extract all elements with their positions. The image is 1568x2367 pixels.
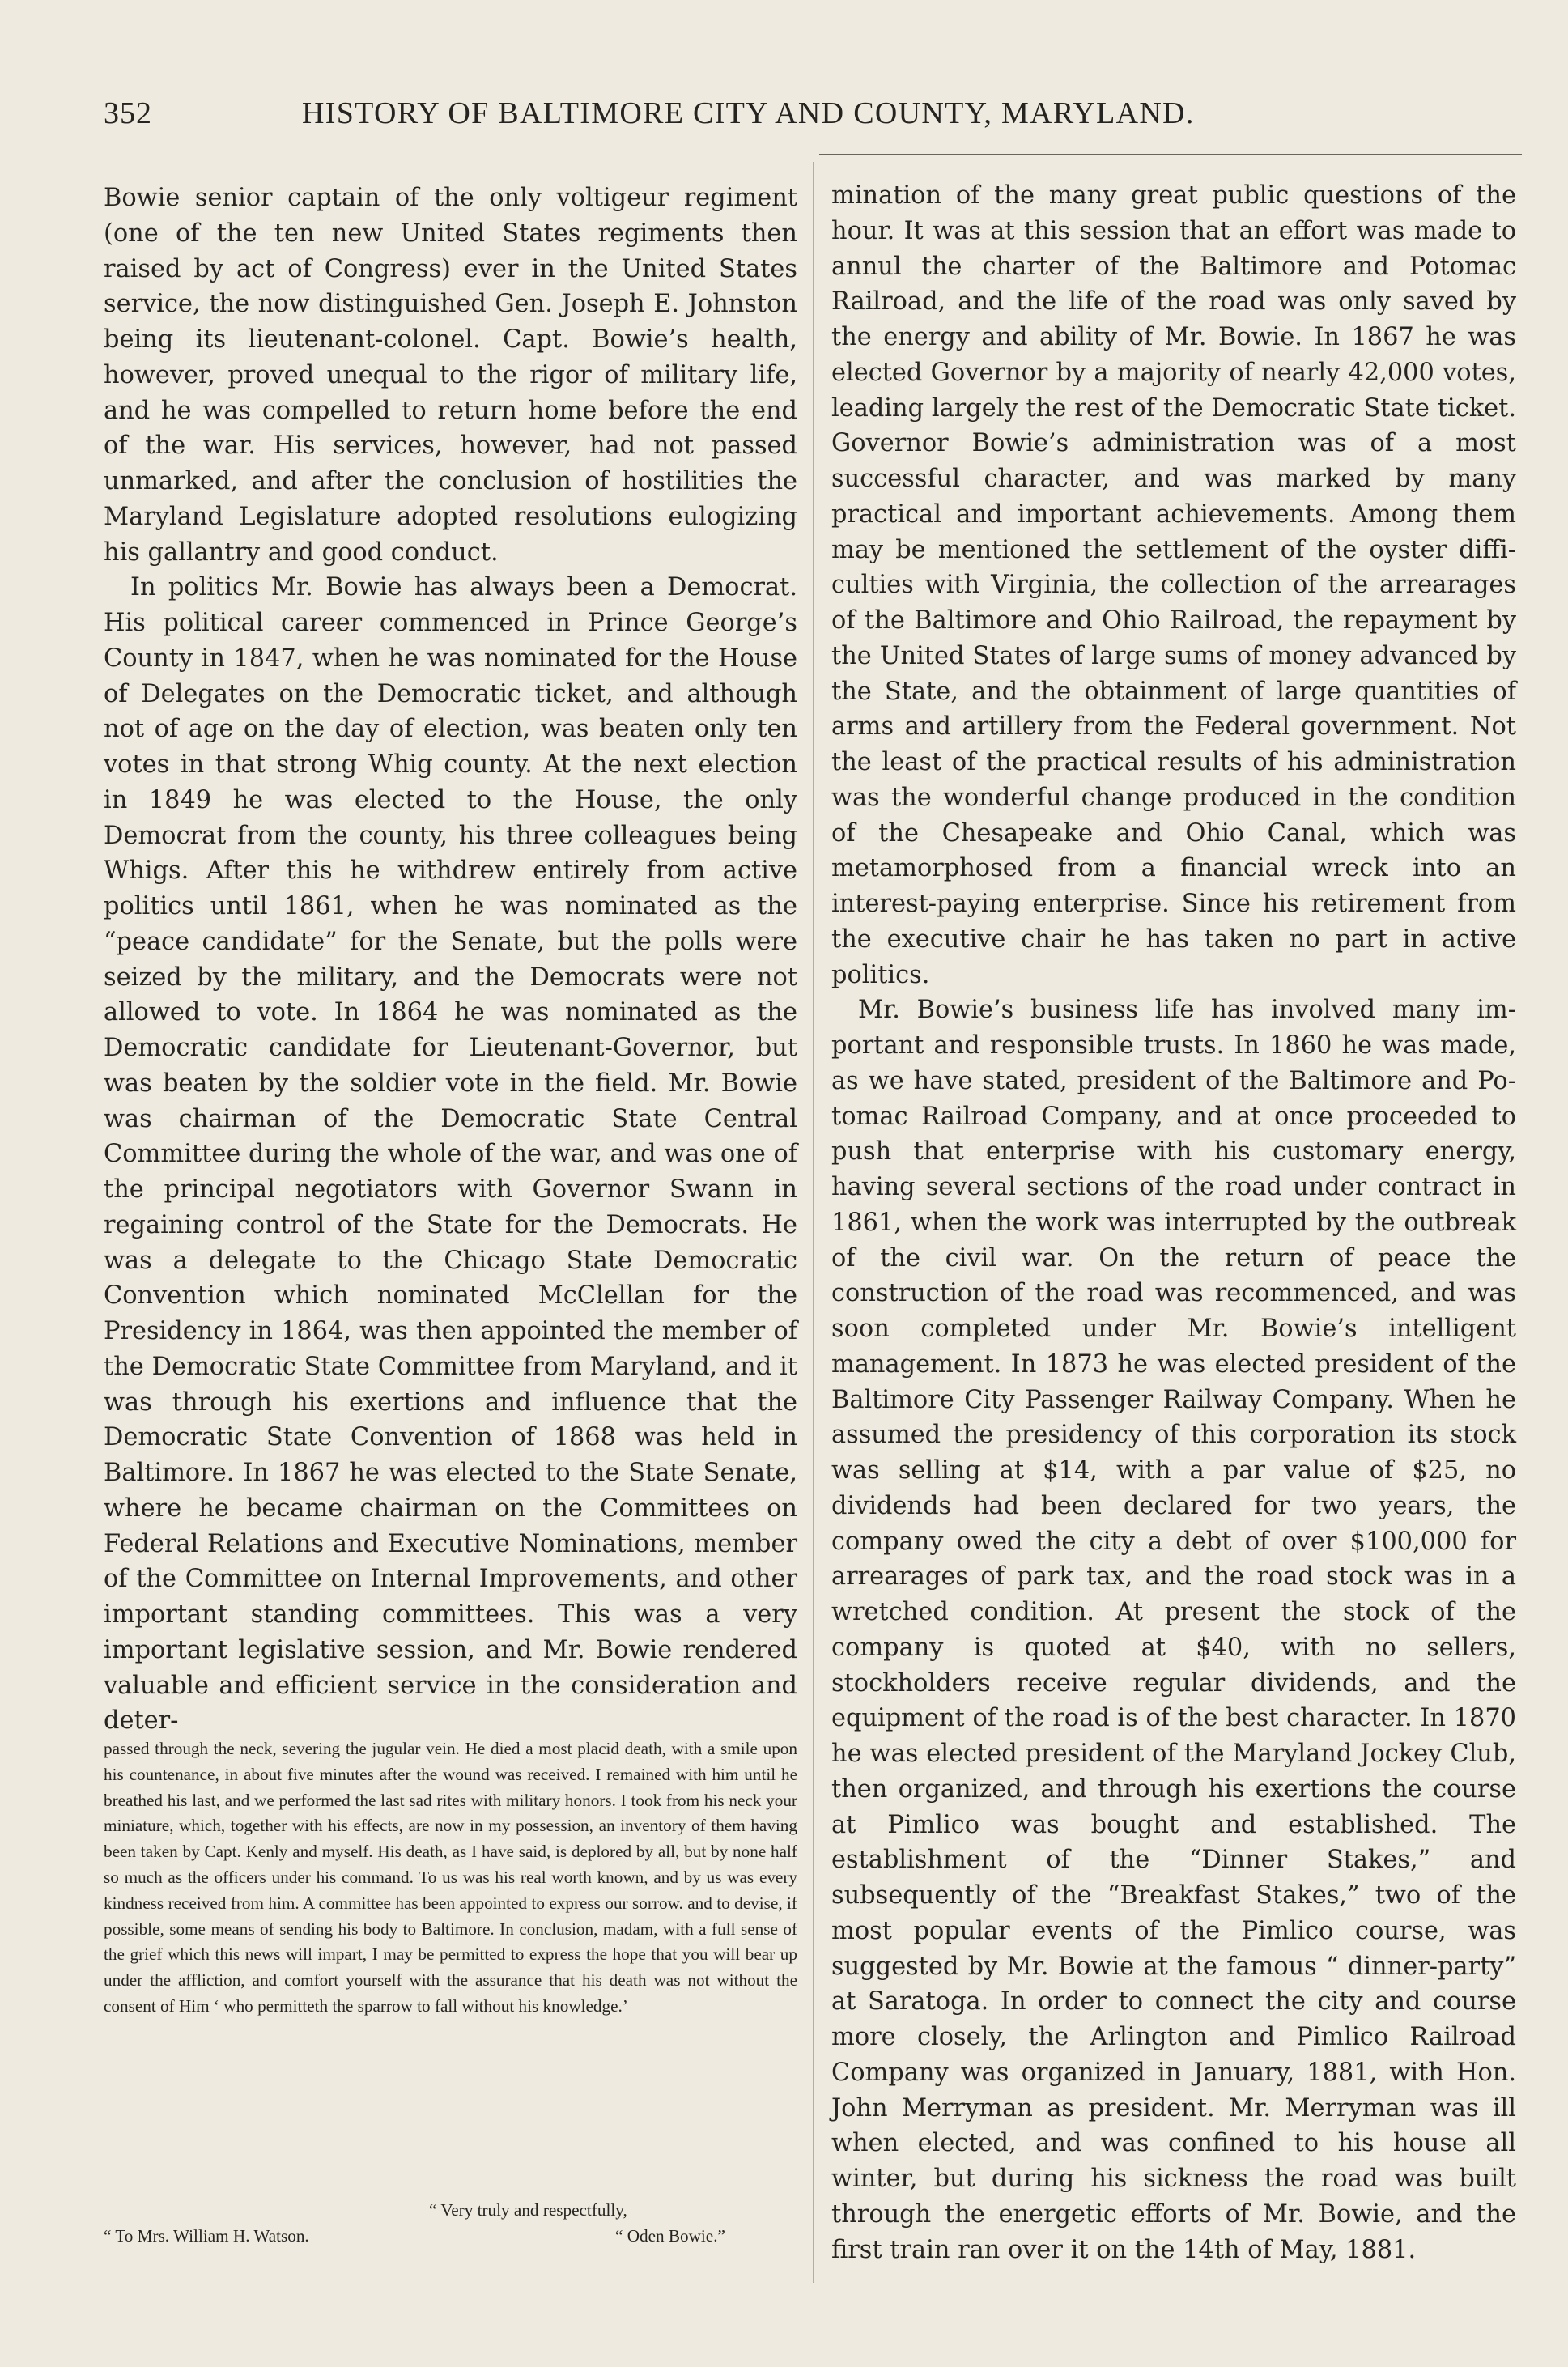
page-header: [104, 96, 1350, 138]
header-rule: [819, 154, 1522, 155]
left-column: [104, 181, 797, 1739]
right-column: [831, 178, 1516, 2267]
footnote-body: passed through the neck, severing the jugular vein. He died a most placid death, with a smile upon his countenance, in about five minutes after the wound was received. I remained with him until he breathed his last, and we performed the last sad rites with military honors. I took from his neck your miniature, which, together with his effects, are now in my possession, an inventory of them having been taken by Capt. Kenly and myself. His death, as I have said, is deplored by all, but by none half so much as the officers under his command. To us was his real worth known, and by us was every kindness received from him. A committee has been appointed to express our sorrow. and to devise, if possible, some means of sending his body to Baltimore. In conclusion, madam, with a full sense of the grief which this news will impart, I may be permitted to express the hope that you will bear up under the affliction, and comfort yourself with the assurance that his death was not without the consent of Him ‘ who permitteth the sparrow to fall without his knowledge.’: [104, 1739, 797, 2016]
running-head: HISTORY OF BALTIMORE CITY AND COUNTY, MARYLAND.: [302, 96, 1195, 130]
column-divider: [813, 162, 814, 2283]
left-paragraph-1: Bowie senior captain of the only voltigeur regiment (one of the ten new United States regiments then raised by act of Congress) ever in the United States service, the now distinguished Gen. Joseph E. Johnston being its lieutenant-colonel. Capt. Bowie’s health, however, proved unequal to the rigor of military life, and he was compelled to return home before the end of the war. His services, however, had not passed unmarked, and after the conclusion of hostilities the Maryland Legislature adopted resolutions eulogizing his gallantry and good conduct.: [104, 184, 797, 567]
page-number: 352: [104, 96, 152, 130]
right-paragraph-1: mination of the many great public questions of the hour. It was at this session that an effort was made to annul the charter of the Baltimore and Potomac Railroad, and the life of the road was only saved by the energy and ability of Mr. Bowie. In 1867 he was elected Governor by a majority of nearly 42,000 votes, leading largely the rest of the Democratic State ticket. Governor Bowie’s administration was of a most successful character, and was marked by many practical and important achievements. Among them may be mentioned the settlement of the oyster difficulties with Virginia, the collection of the arrearages of the Baltimore and Ohio Railroad, the repayment by the United States of large sums of money advanced by the State, and the obtainment of large quantities of arms and artillery from the Federal government. Not the least of the practical results of his administration was the wonderful change produced in the condition of the Chesapeake and Ohio Canal, which was metamorphosed from a financial wreck into an interest-paying enterprise. Since his retirement from the executive chair he has taken no part in active politics.: [831, 181, 1516, 989]
left-paragraph-2: In politics Mr. Bowie has always been a Democrat. His political career commenced in Prince George’s County in 1847, when he was nominated for the House of Delegates on the Democratic ticket, and although not of age on the day of election, was beaten only ten votes in that strong Whig county. At the next election in 1849 he was elected to the House, the only Democrat from the county, his three colleagues being Whigs. After this he withdrew entirely from active politics until 1861, when he was nominated as the “peace candidate” for the Senate, but the polls were seized by the military, and the Democrats were not allowed to vote. In 1864 he was nominated as the Democratic candidate for Lieutenant-Governor, but was beaten by the soldier vote in the field. Mr. Bowie was chairman of the Democratic State Central Committee during the whole of the war, and was one of the principal negotiators with Governor Swann in regaining control of the State for the Democrats. He was a delegate to the Chicago State Democratic Convention which nominated McClellan for the Presidency in 1864, was then appointed the member of the Democratic State Committee from Maryland, and it was through his exertions and influence that the Democratic State Convention of 1868 was held in Baltimore. In 1867 he was elected to the State Senate, where he became chairman on the Committees on Federal Relations and Executive Nominations, member of the Committee on Internal Improvements, and other important standing committees. This was a very important legislative session, and Mr. Bowie rendered valuable and efficient service in the consideration and deter-: [104, 573, 797, 1736]
footnote: [104, 1736, 797, 2246]
right-paragraph-2: Mr. Bowie’s business life has involved many important and responsible trusts. In 1860 he was made, as we have stated, president of the Baltimore and Potomac Railroad Company, and at once proceeded to push that enterprise with his customary energy, having several sections of the road under contract in 1861, when the work was interrupted by the outbreak of the civil war. On the return of peace the construction of the road was recommenced, and was soon completed under Mr. Bowie’s intelligent management. In 1873 he was elected president of the Baltimore City Passenger Railway Company. When he assumed the presidency of this corporation its stock was selling at $14, with a par value of $25, no dividends had been declared for two years, the company owed the city a debt of over $100,000 for arrearages of park tax, and the road stock was in a wretched condition. At present the stock of the company is quoted at $40, with no sellers, stockholders receive regular dividends, and the equipment of the road is of the best character. In 1870 he was elected president of the Maryland Jockey Club, then organized, and through his exertions the course at Pimlico was bought and established. The establishment of the “Dinner Stakes,” and subsequently of the “Breakfast Stakes,” two of the most popular events of the Pimlico course, was suggested by Mr. Bowie at the famous “ dinner-party” at Saratoga. In order to connect the city and course more closely, the Arlington and Pimlico Railroad Company was organized in January, 1881, with Hon. John Merryman as president. Mr. Merryman was ill when elected, and was confined to his house all winter, but during his sickness the road was built through the energetic efforts of Mr. Bowie, and the first train ran over it on the 14th of May, 1881.: [831, 996, 1516, 2264]
footnote-addressee: “ To Mrs. William H. Watson.: [104, 2226, 309, 2246]
footnote-signature: “ Oden Bowie.”: [615, 2226, 725, 2246]
footnote-closing: “ Very truly and respectfully,: [429, 2200, 627, 2220]
